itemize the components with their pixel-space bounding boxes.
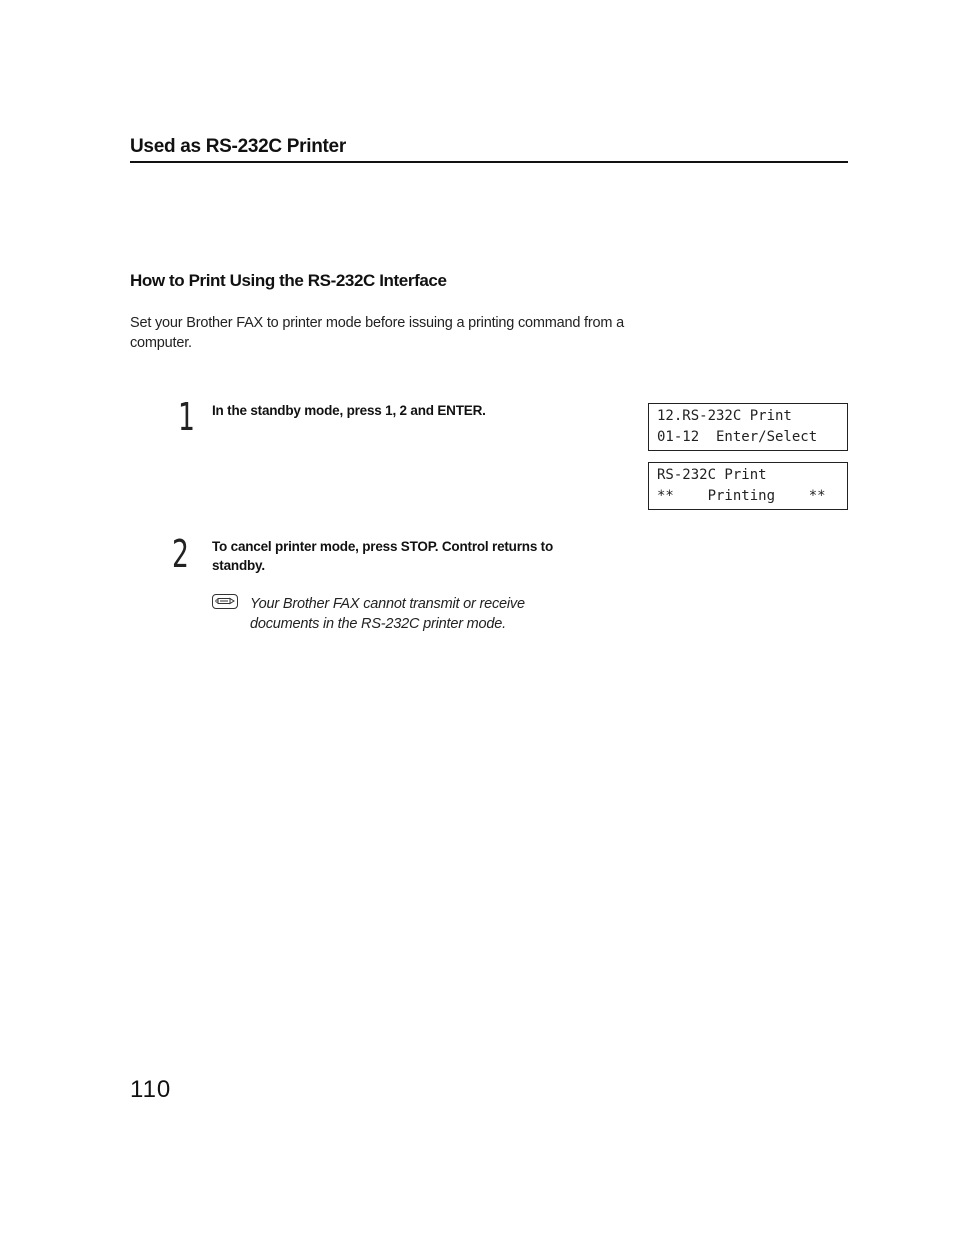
step-1-text: In the standby mode, press 1, 2 and ENTER. [212,403,486,418]
lcd-line-1: RS-232C Print [657,467,767,483]
lcd-line-2: ** Printing ** [657,488,826,504]
section-heading: How to Print Using the RS-232C Interface [130,271,447,290]
step-2-number: 2 [172,532,189,576]
lcd-line-2: 01-12 Enter/Select [657,429,818,445]
page-header-title: Used as RS-232C Printer [130,136,346,157]
step-1-number: 1 [178,395,195,439]
header-divider [130,161,848,163]
intro-paragraph: Set your Brother FAX to printer mode before issuing a printing command from a computer. [130,315,624,351]
lcd-display-printing [648,462,848,510]
note-text: Your Brother FAX cannot transmit or receive documents in the RS-232C printer mode. [250,596,525,632]
step-2-text: To cancel printer mode, press STOP. Control returns to standby. [212,539,554,573]
page-number: 110 [130,1076,172,1103]
note-pencil-icon [212,594,238,609]
lcd-display-menu [648,403,848,451]
lcd-line-1: 12.RS-232C Print [657,408,792,424]
